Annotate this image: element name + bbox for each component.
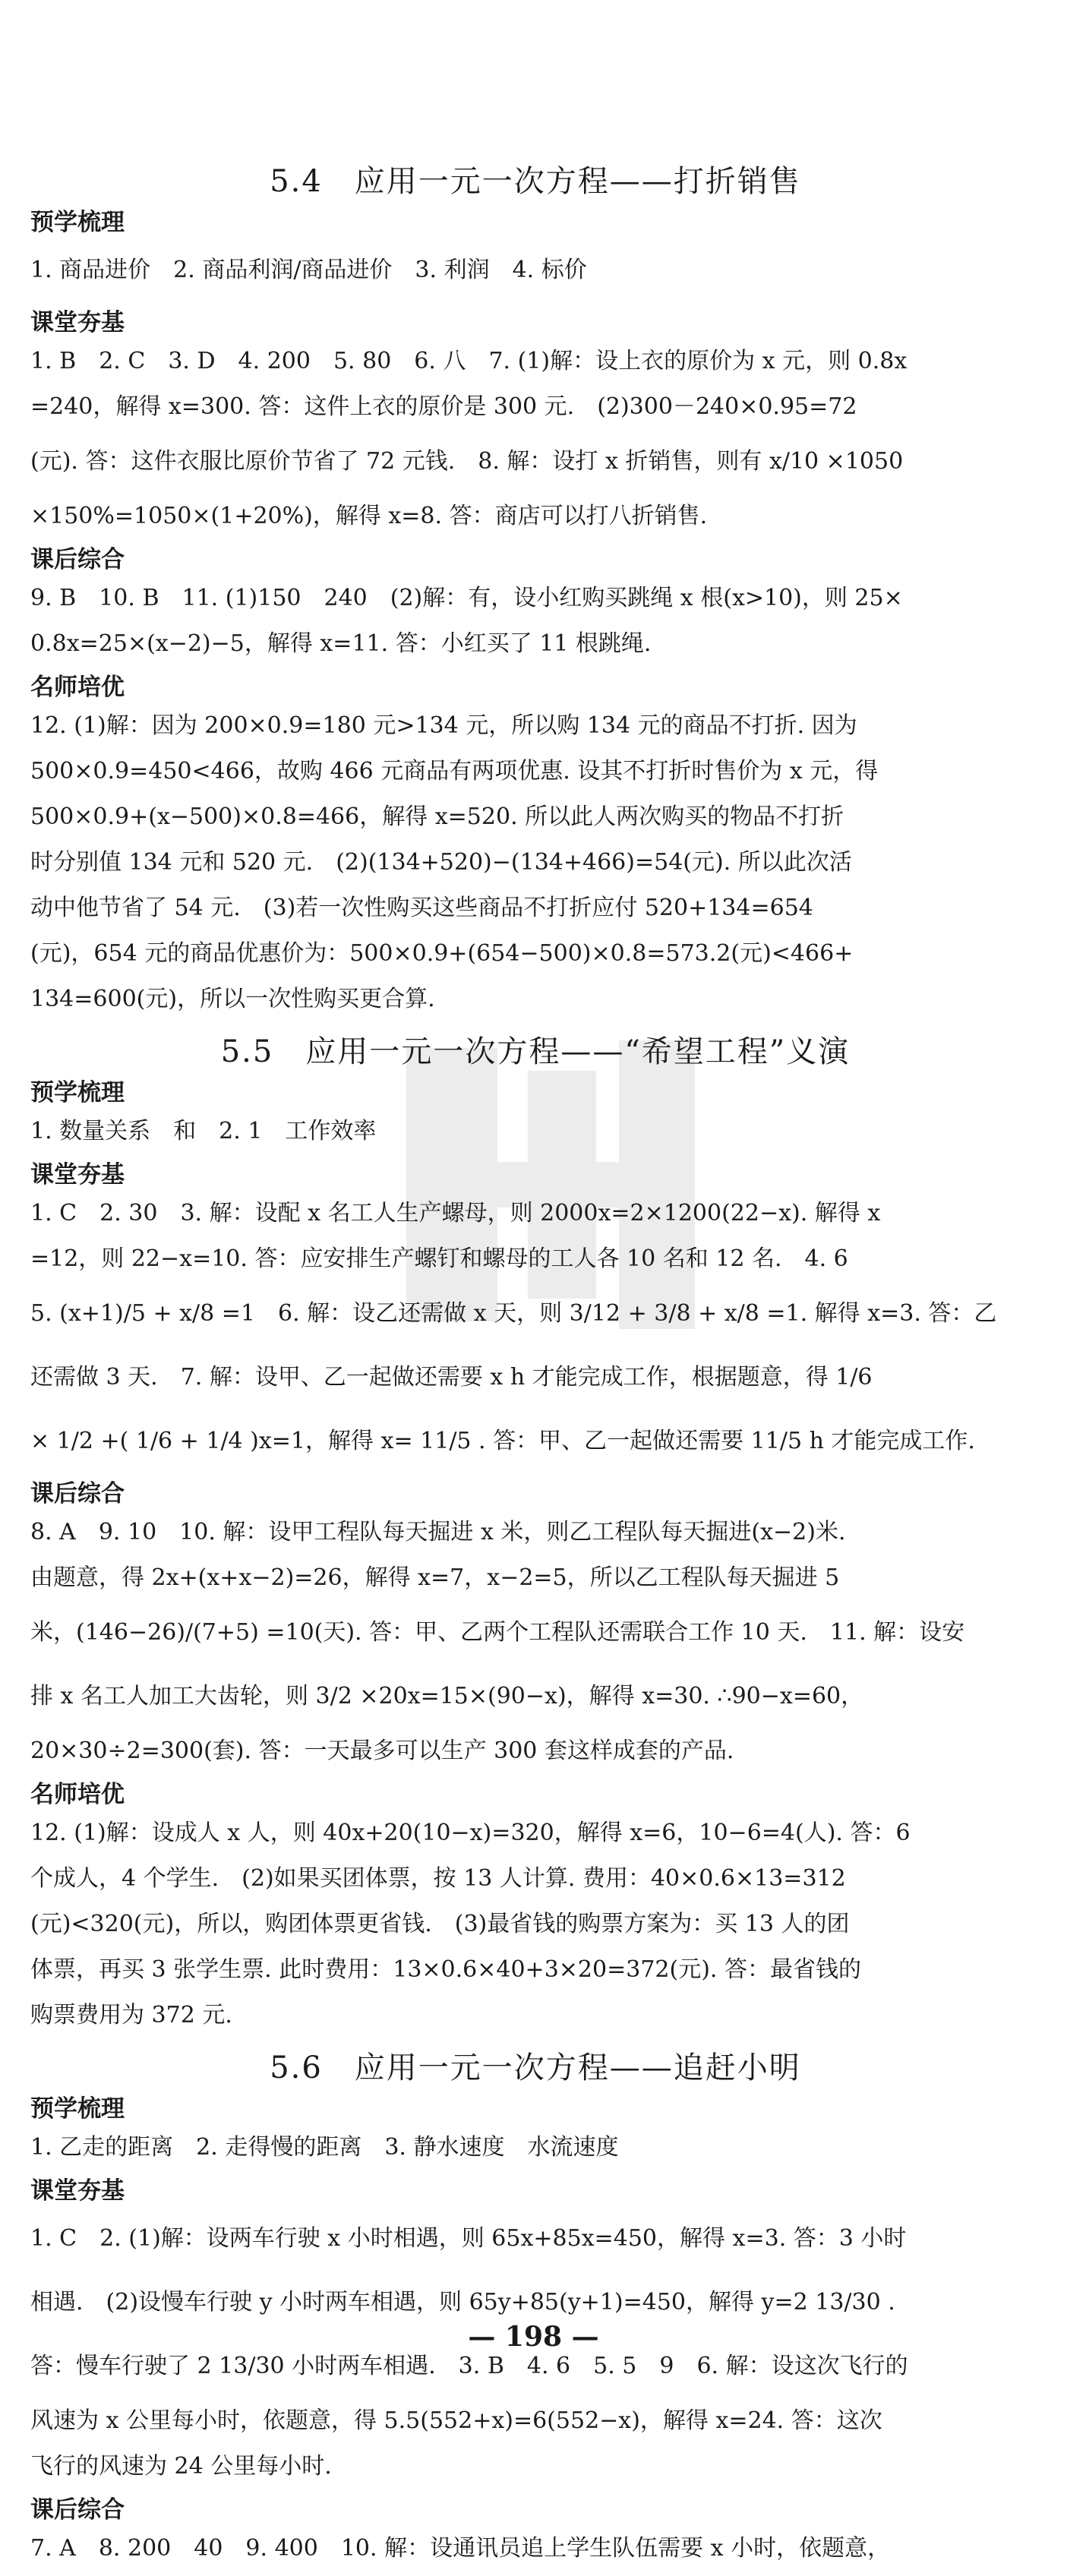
subsection-label: 课后综合 — [30, 2496, 125, 2524]
answer-line: 5. (x+1)/5 + x/8 =1 6. 解：设乙还需做 x 天，则 3/12 + 3/8 + x/8 =1. 解得 x=3. 答：乙 — [30, 1300, 997, 1327]
answer-section — [30, 1027, 1040, 2043]
subsection-label: 课后综合 — [30, 1480, 125, 1507]
answer-line: 1. B 2. C 3. D 4. 200 5. 80 6. 八 7. (1)解：设上衣的原价为 x 元，则 0.8x — [30, 348, 908, 374]
answer-line: 1. C 2. 30 3. 解：设配 x 名工人生产螺母，则 2000x=2×1200(22−x). 解得 x — [30, 1200, 881, 1226]
answer-line: 米，(146−26)/(7+5) =10(天). 答：甲、乙两个工程队还需联合工作 10 天. 11. 解：设安 — [30, 1619, 965, 1646]
subsection-label: 名师培优 — [30, 674, 125, 701]
subsection-label: 课堂夯基 — [30, 1161, 125, 1189]
answer-line: 购票费用为 372 元. — [30, 2002, 232, 2028]
answer-line: 7. A 8. 200 40 9. 400 10. 解：设通讯员追上学生队伍需要 x 小时，依题意， — [30, 2535, 891, 2562]
answer-line: 9. B 10. B 11. (1)150 240 (2)解：有，设小红购买跳绳 x 根(x>10)，则 25× — [30, 585, 903, 611]
answer-section — [30, 2043, 1040, 2576]
subsection-label: 预学梳理 — [30, 209, 125, 236]
answer-line: 相遇. (2)设慢车行驶 y 小时两车相遇，则 65y+85(y+1)=450，解得 y=2 13/30 . — [30, 2289, 895, 2316]
answer-line: 134=600(元)，所以一次性购买更合算. — [30, 986, 435, 1012]
subsection-label: 预学梳理 — [30, 1079, 125, 1106]
answer-line: 1. 数量关系 和 2. 1 工作效率 — [30, 1118, 377, 1144]
answer-line: =12，则 22−x=10. 答：应安排生产螺钉和螺母的工人各 10 名和 12 名. 4. 6 — [30, 1245, 848, 1272]
answer-section — [30, 156, 1040, 1027]
answer-line: 20×30÷2=300(套). 答：一天最多可以生产 300 套这样成套的产品. — [30, 1738, 734, 1764]
answer-line: 风速为 x 公里每小时，依题意，得 5.5(552+x)=6(552−x)，解得 x=24. 答：这次 — [30, 2407, 882, 2434]
answer-line: 1. C 2. (1)解：设两车行驶 x 小时相遇，则 65x+85x=450，解得 x=3. 答：3 小时 — [30, 2225, 907, 2252]
subsection-label: 名师培优 — [30, 1781, 125, 1808]
answer-line: 还需做 3 天. 7. 解：设甲、乙一起做还需要 x h 才能完成工作，根据题意，得 1/6 — [30, 1364, 873, 1391]
answer-line: (元)，654 元的商品优惠价为：500×0.9+(654−500)×0.8=573.2(元)<466+ — [30, 940, 854, 967]
section-title: 5.6 应用一元一次方程——追赶小明 — [270, 2050, 801, 2085]
answer-line: 0.8x=25×(x−2)−5，解得 x=11. 答：小红买了 11 根跳绳. — [30, 630, 652, 657]
answer-line: 500×0.9+(x−500)×0.8=466，解得 x=520. 所以此人两次购买的物品不打折 — [30, 803, 844, 830]
answer-line: 12. (1)解：设成人 x 人，则 40x+20(10−x)=320，解得 x=6，10−6=4(人). 答：6 — [30, 1820, 911, 1846]
subsection-label: 课堂夯基 — [30, 2177, 125, 2205]
answer-line: (元). 答：这件衣服比原价节省了 72 元钱. 8. 解：设打 x 折销售，则有 x/10 ×1050 — [30, 448, 904, 475]
answer-line: 1. 乙走的距离 2. 走得慢的距离 3. 静水速度 水流速度 — [30, 2134, 619, 2161]
answer-line: (元)<320(元)，所以，购团体票更省钱. (3)最省钱的购票方案为：买 13 人的团 — [30, 1911, 850, 1937]
subsection-label: 课后综合 — [30, 546, 125, 573]
subsection-label: 课堂夯基 — [30, 309, 125, 336]
answer-line: 1. 商品进价 2. 商品利润/商品进价 3. 利润 4. 标价 — [30, 257, 587, 283]
answer-line: ×150%=1050×(1+20%)，解得 x=8. 答：商店可以打八折销售. — [30, 503, 708, 529]
section-title: 5.4 应用一元一次方程——打折销售 — [270, 164, 801, 199]
answer-line: 500×0.9=450<466，故购 466 元商品有两项优惠. 设其不打折时售价为 x 元，得 — [30, 758, 879, 784]
answer-line: 8. A 9. 10 10. 解：设甲工程队每天掘进 x 米，则乙工程队每天掘进(x−2)米. — [30, 1519, 846, 1545]
subsection-label: 预学梳理 — [30, 2095, 125, 2123]
answer-line: 个成人，4 个学生. (2)如果买团体票，按 13 人计算. 费用：40×0.6×13=312 — [30, 1865, 846, 1892]
answer-line: 由题意，得 2x+(x+x−2)=26，解得 x=7，x−2=5，所以乙工程队每天掘进 5 — [30, 1564, 840, 1591]
answer-content — [30, 156, 1040, 2576]
answer-line: 12. (1)解：因为 200×0.9=180 元>134 元，所以购 134 元的商品不打折. 因为 — [30, 712, 857, 739]
answer-line: =240，解得 x=300. 答：这件上衣的原价是 300 元. (2)300－240×0.95=72 — [30, 393, 857, 420]
answer-line: 时分别值 134 元和 520 元. (2)(134+520)−(134+466)=54(元). 所以此次活 — [30, 849, 852, 876]
answer-line: 飞行的风速为 24 公里每小时. — [30, 2453, 332, 2480]
page-number: — 198 — — [468, 2321, 599, 2353]
answer-line: 排 x 名工人加工大齿轮，则 3/2 ×20x=15×(90−x)，解得 x=30. ∴90−x=60， — [30, 1683, 864, 1709]
answer-line: 体票，再买 3 张学生票. 此时费用：13×0.6×40+3×20=372(元). 答：最省钱的 — [30, 1956, 861, 1983]
section-title: 5.5 应用一元一次方程——“希望工程”义演 — [220, 1034, 851, 1069]
answer-line: × 1/2 +( 1/6 + 1/4 )x=1，解得 x= 11/5 . 答：甲、乙一起做还需要 11/5 h 才能完成工作. — [30, 1428, 975, 1454]
answer-line: 动中他节省了 54 元. (3)若一次性购买这些商品不打折应付 520+134=654 — [30, 895, 813, 921]
answer-line: 答：慢车行驶了 2 13/30 小时两车相遇. 3. B 4. 6 5. 5 9 6. 解：设这次飞行的 — [30, 2353, 908, 2379]
